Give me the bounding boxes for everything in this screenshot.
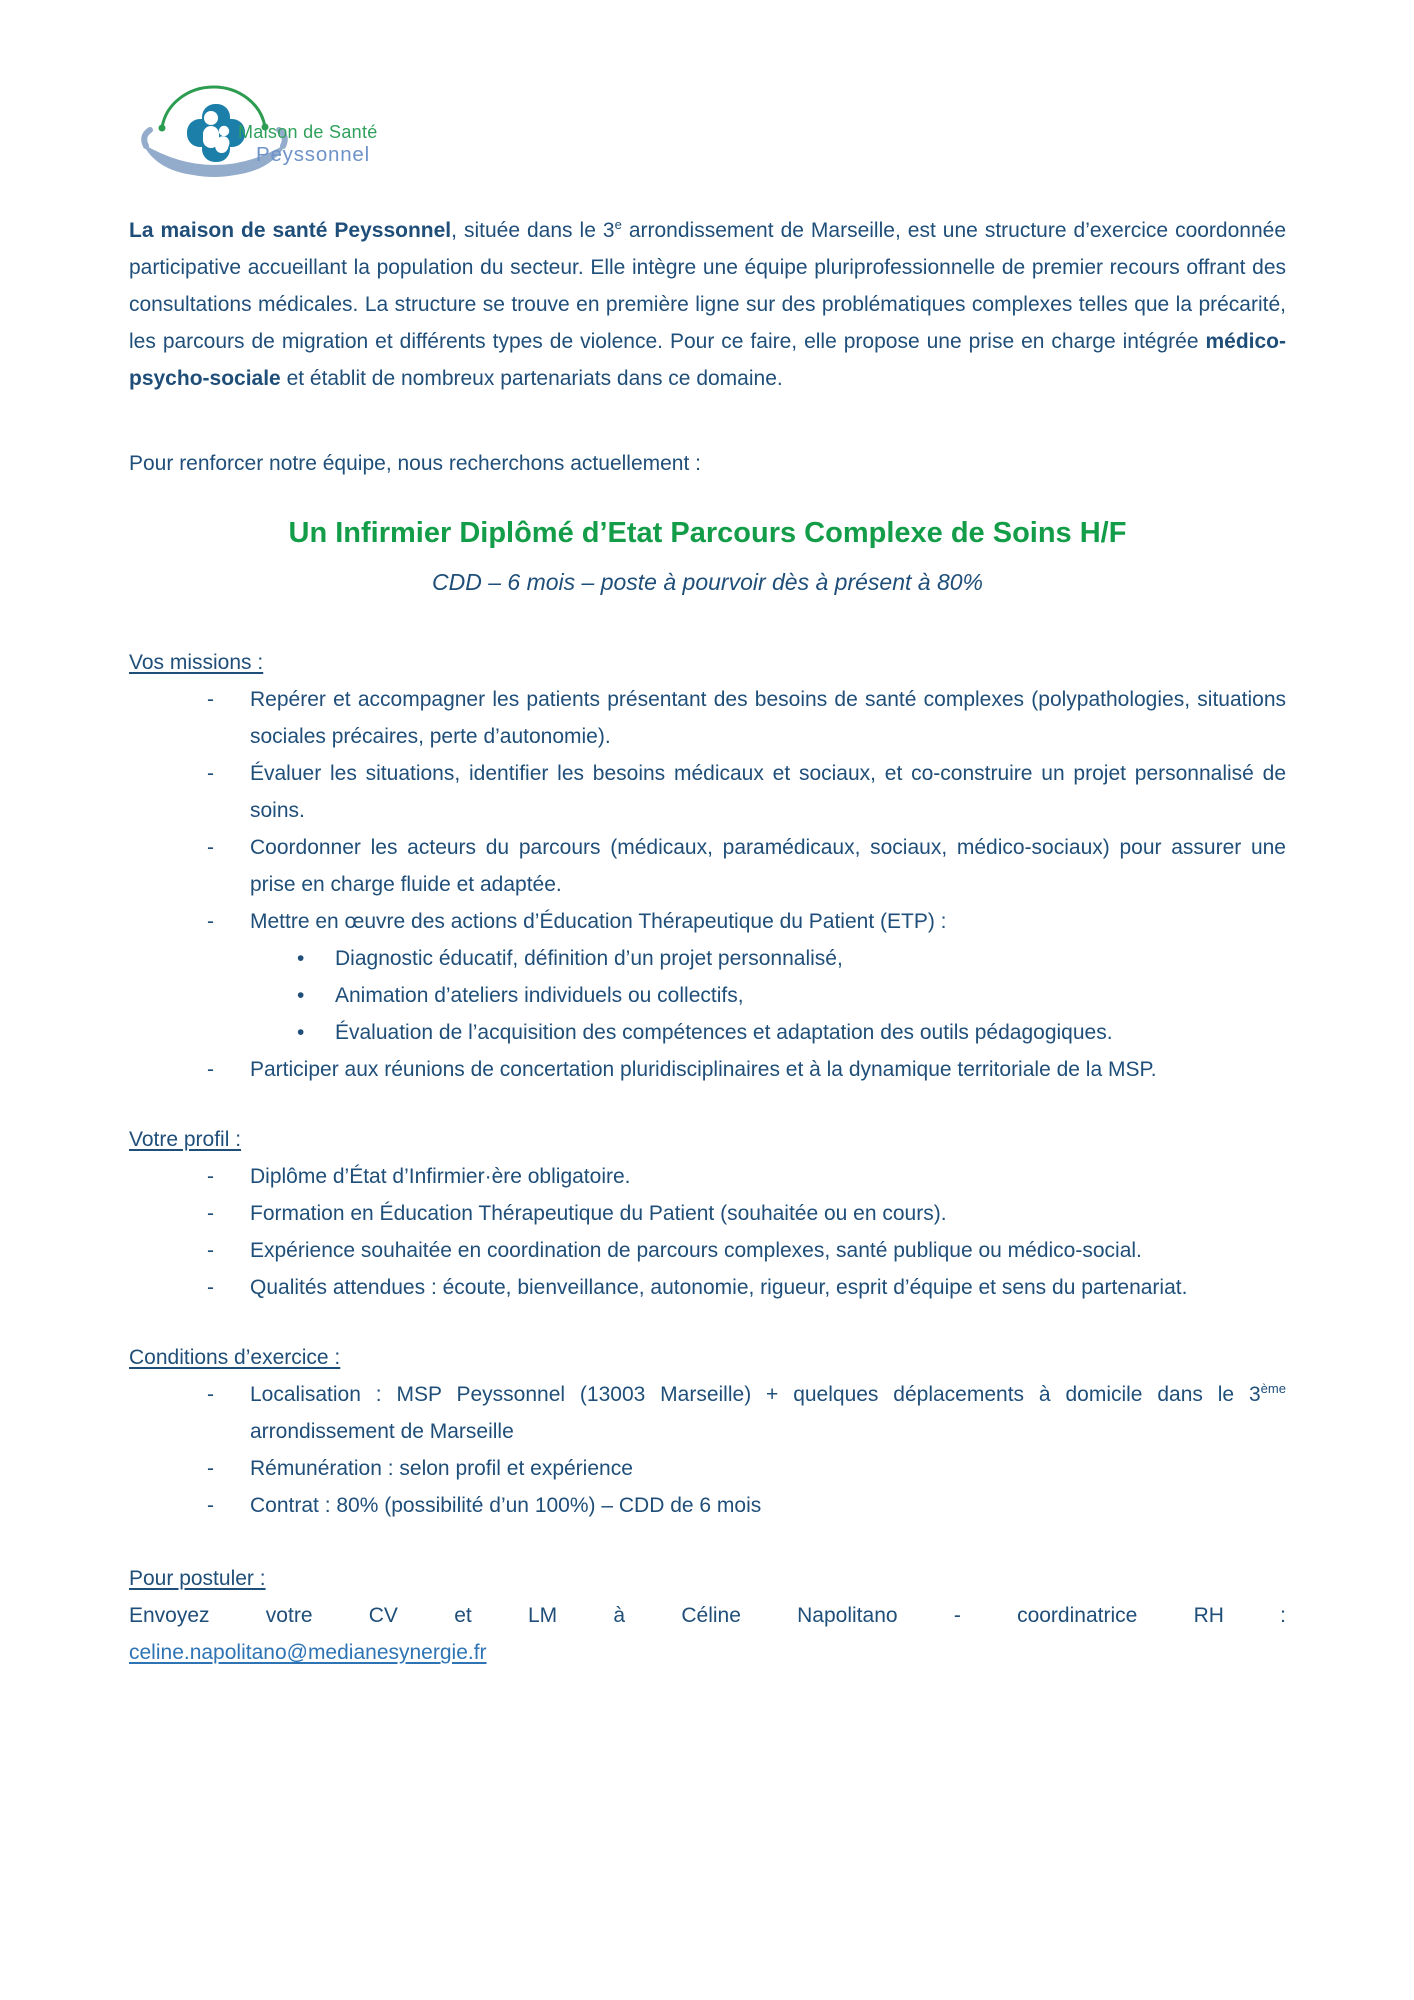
- email-link[interactable]: celine.napolitano@medianesynergie.fr: [129, 1641, 487, 1664]
- conditions-heading: [129, 1339, 1286, 1376]
- conditions-heading-text: Conditions d’exercice :: [129, 1346, 341, 1369]
- missions-heading-text: Vos missions :: [129, 651, 264, 674]
- intro-paragraph: [129, 212, 1286, 397]
- intro-text: , située dans le 3: [451, 219, 615, 242]
- condition-item: [129, 1376, 1286, 1450]
- profile-item-text: Expérience souhaitée en coordination de parcours complexes, santé publique ou médico-social.: [250, 1239, 1142, 1262]
- condition-item-text: [250, 1376, 1286, 1450]
- apply-email-line: [129, 1634, 1286, 1671]
- dot-bullet: •: [297, 947, 305, 970]
- mission-item-text: Repérer et accompagner les patients présentant des besoins de santé complexes (polypathologies, situations sociales précaires, perte d’autonomie).: [250, 688, 1286, 748]
- dash-bullet: -: [207, 688, 214, 711]
- profile-item-text: Formation en Éducation Thérapeutique du Patient (souhaitée ou en cours).: [250, 1202, 947, 1225]
- mission-sub-item-text: Évaluation de l’acquisition des compétences et adaptation des outils pédagogiques.: [335, 1021, 1113, 1044]
- mission-sub-item: [129, 1014, 1286, 1051]
- intro-text: et établit de nombreux partenariats dans ce domaine.: [280, 367, 783, 390]
- mission-item-text: Mettre en œuvre des actions d’Éducation Thérapeutique du Patient (ETP) :: [250, 910, 947, 933]
- localisation-superscript: ème: [1260, 1381, 1286, 1396]
- logo-text-maison-de-sante: Maison de Santé: [238, 122, 378, 142]
- dash-bullet: -: [207, 1058, 214, 1081]
- job-subtitle: CDD – 6 mois – poste à pourvoir dès à présent à 80%: [431, 569, 983, 595]
- dash-bullet: -: [207, 836, 214, 859]
- mission-item: [129, 755, 1286, 829]
- dash-bullet: -: [207, 1457, 214, 1480]
- profile-item: [129, 1195, 1286, 1232]
- condition-item-text: Rémunération : selon profil et expérience: [250, 1457, 633, 1480]
- mission-item-text: Évaluer les situations, identifier les besoins médicaux et sociaux, et co-construire un projet personnalisé de soins.: [250, 762, 1286, 822]
- document-content: [129, 0, 1286, 1671]
- dash-bullet: -: [207, 762, 214, 785]
- intro-bold-medico: médico-psycho-sociale: [129, 330, 1286, 390]
- mission-item: [129, 903, 1286, 940]
- condition-item: [129, 1450, 1286, 1487]
- dash-bullet: -: [207, 910, 214, 933]
- dash-bullet: -: [207, 1494, 214, 1517]
- mission-item: [129, 681, 1286, 755]
- mission-item-text: Coordonner les acteurs du parcours (médicaux, paramédicaux, sociaux, médico-sociaux) pour assurer une prise en charge fluide et adaptée.: [250, 836, 1286, 896]
- mission-sub-item-text: Diagnostic éducatif, définition d’un projet personnalisé,: [335, 947, 843, 970]
- localisation-text: Localisation : MSP Peyssonnel (13003 Marseille) + quelques déplacements à domicile dans le 3: [250, 1383, 1261, 1406]
- mission-item: [129, 829, 1286, 903]
- dot-bullet: •: [297, 1021, 305, 1044]
- profile-heading-text: Votre profil :: [129, 1128, 242, 1151]
- profile-heading: [129, 1121, 1286, 1158]
- job-title: Un Infirmier Diplômé d’Etat Parcours Complexe de Soins H/F: [288, 517, 1127, 549]
- intro-bold-lead: La maison de santé Peyssonnel: [129, 219, 452, 242]
- mission-sub-item: [129, 940, 1286, 977]
- profile-item: [129, 1232, 1286, 1269]
- dash-bullet: -: [207, 1202, 214, 1225]
- mission-sub-item: [129, 977, 1286, 1014]
- profile-item-text: Diplôme d’État d’Infirmier·ère obligatoire.: [250, 1165, 631, 1188]
- localisation-text: arrondissement de Marseille: [250, 1420, 514, 1443]
- intro-superscript: e: [614, 217, 622, 232]
- apply-instruction-line: Envoyez votre CV et LM à Céline Napolitano - coordinatrice RH :: [129, 1604, 1286, 1627]
- dot-bullet: •: [297, 984, 305, 1007]
- dash-bullet: -: [207, 1165, 214, 1188]
- logo-text-peyssonnel: Peyssonnel: [256, 143, 370, 166]
- dash-bullet: -: [207, 1239, 214, 1262]
- dash-bullet: -: [207, 1276, 214, 1299]
- condition-item-text: Contrat : 80% (possibilité d’un 100%) – CDD de 6 mois: [250, 1494, 762, 1517]
- condition-item: [129, 1487, 1286, 1524]
- profile-item: [129, 1158, 1286, 1195]
- apply-heading-text: Pour postuler :: [129, 1567, 266, 1590]
- mission-item-text: Participer aux réunions de concertation pluridisciplinaires et à la dynamique territoriale de la MSP.: [250, 1058, 1157, 1081]
- intro-text: arrondissement de Marseille, est une structure d’exercice coordonnée participative accueillant la population du secteur. Elle intègre une équipe pluriprofessionnelle de premier recours offrant des consultations médicales. La structure se trouve en première ligne sur des problématiques complexes telles que la précarité, les parcours de migration et différents types de violence. Pour ce faire, elle propose une prise en charge intégrée: [129, 219, 1286, 353]
- profile-item: [129, 1269, 1286, 1306]
- missions-heading: [129, 644, 1286, 681]
- apply-heading: [129, 1560, 1286, 1597]
- mission-item: [129, 1051, 1286, 1088]
- profile-item-text: Qualités attendues : écoute, bienveillance, autonomie, rigueur, esprit d’équipe et sens du partenariat.: [250, 1276, 1188, 1299]
- recruit-line: Pour renforcer notre équipe, nous recherchons actuellement :: [129, 452, 701, 475]
- dash-bullet: -: [207, 1383, 214, 1406]
- mission-sub-item-text: Animation d’ateliers individuels ou collectifs,: [335, 984, 744, 1007]
